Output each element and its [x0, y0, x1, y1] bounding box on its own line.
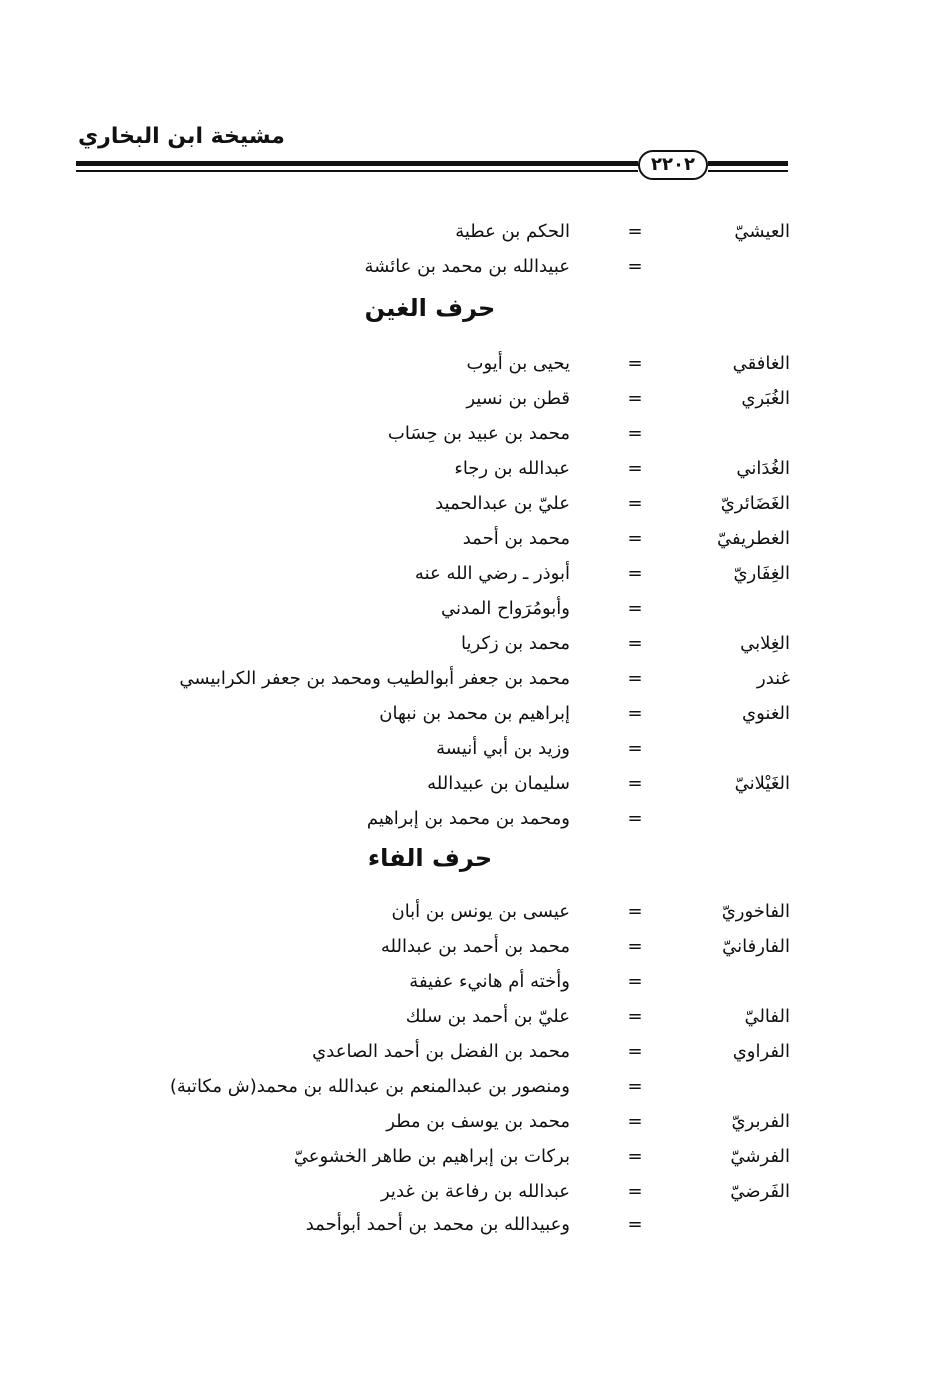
person-name: الحكم بن عطية [455, 221, 570, 242]
nisba: الغِلابي [740, 633, 790, 654]
nisba: غندر [757, 668, 790, 689]
person-name: وأخته أم هانيء عفيفة [409, 971, 570, 992]
header-rule-right-thick [708, 161, 788, 166]
entry-row [0, 930, 948, 964]
equals-sign: = [627, 1181, 643, 1202]
entry-row [0, 1140, 948, 1174]
entry-row [0, 662, 948, 696]
entry-row [0, 802, 948, 836]
person-name: محمد بن جعفر أبوالطيب ومحمد بن جعفر الكرابيسي [179, 668, 570, 689]
nisba: الفرشيّ [730, 1146, 790, 1167]
equals-sign: = [627, 563, 643, 584]
entry-row [0, 347, 948, 381]
person-name: عبدالله بن رجاء [454, 458, 570, 479]
equals-sign: = [627, 458, 643, 479]
entry-row [0, 250, 948, 284]
equals-sign: = [627, 808, 643, 829]
header-rule-thick [76, 161, 638, 166]
equals-sign: = [627, 971, 643, 992]
equals-sign: = [627, 1076, 643, 1097]
person-name: يحيى بن أيوب [466, 353, 570, 374]
entry-row [0, 592, 948, 626]
entry-row [0, 215, 948, 249]
entry-row [0, 557, 948, 591]
equals-sign: = [627, 1041, 643, 1062]
entry-row [0, 697, 948, 731]
entry-row [0, 1175, 948, 1209]
person-name: عبيدالله بن محمد بن عائشة [364, 256, 570, 277]
person-name: محمد بن أحمد [462, 528, 570, 549]
equals-sign: = [627, 353, 643, 374]
nisba: الغافقي [732, 353, 790, 374]
equals-sign: = [627, 598, 643, 619]
entry-row [0, 1070, 948, 1104]
person-name: وزيد بن أبي أنيسة [436, 738, 570, 759]
entry-row [0, 1105, 948, 1139]
equals-sign: = [627, 528, 643, 549]
equals-sign: = [627, 221, 643, 242]
person-name: عبدالله بن رفاعة بن غدير [381, 1181, 570, 1202]
entry-row [0, 487, 948, 521]
person-name: قطن بن نسير [466, 388, 570, 409]
entry-row [0, 767, 948, 801]
entry-row [0, 1208, 948, 1242]
person-name: محمد بن أحمد بن عبدالله [380, 936, 570, 957]
equals-sign: = [627, 1146, 643, 1167]
nisba: الفاليّ [744, 1006, 790, 1027]
equals-sign: = [627, 901, 643, 922]
entry-row [0, 382, 948, 416]
nisba: الغُبَري [741, 388, 790, 409]
person-name: وعبيدالله بن محمد بن أحمد أبوأحمد [305, 1214, 570, 1235]
nisba: الفراوي [732, 1041, 790, 1062]
person-name: محمد بن الفضل بن أحمد الصاعدي [312, 1041, 570, 1062]
entry-row [0, 1035, 948, 1069]
equals-sign: = [627, 493, 643, 514]
header-rule-right-thin [708, 170, 788, 172]
person-name: محمد بن يوسف بن مطر [386, 1111, 570, 1132]
entry-row [0, 895, 948, 929]
nisba: الغُدَاني [736, 458, 790, 479]
equals-sign: = [627, 388, 643, 409]
person-name: إبراهيم بن محمد بن نبهان [379, 703, 570, 724]
section-heading: حرف الفاء [367, 844, 493, 872]
nisba: الفارفانيّ [722, 936, 790, 957]
header-rule-thin [76, 170, 638, 172]
person-name: وأبومُرَواح المدني [441, 598, 570, 619]
book-title: مشيخة ابن البخاري [78, 124, 285, 149]
entry-row [0, 417, 948, 451]
equals-sign: = [627, 936, 643, 957]
equals-sign: = [627, 633, 643, 654]
person-name: عيسى بن يونس بن أبان [391, 901, 570, 922]
entry-row [0, 627, 948, 661]
entry-row [0, 965, 948, 999]
nisba: الغَيْلانيّ [734, 773, 790, 794]
entry-row [0, 732, 948, 766]
equals-sign: = [627, 1111, 643, 1132]
nisba: الفاخوريّ [721, 901, 790, 922]
equals-sign: = [627, 703, 643, 724]
entry-row [0, 522, 948, 556]
nisba: الفربريّ [731, 1111, 790, 1132]
person-name: محمد بن عبيد بن حِسَاب [387, 423, 570, 444]
person-name: عليّ بن أحمد بن سلك [405, 1006, 570, 1027]
equals-sign: = [627, 256, 643, 277]
equals-sign: = [627, 1006, 643, 1027]
entry-row [0, 1000, 948, 1034]
person-name: ومنصور بن عبدالمنعم بن عبدالله بن محمد(ش مكاتبة) [169, 1076, 570, 1097]
equals-sign: = [627, 668, 643, 689]
equals-sign: = [627, 423, 643, 444]
section-heading: حرف الغين [364, 294, 496, 322]
entry-row [0, 452, 948, 486]
nisba: العيشيّ [734, 221, 790, 242]
equals-sign: = [627, 1214, 643, 1235]
nisba: الغَضَائريّ [720, 493, 790, 514]
person-name: بركات بن إبراهيم بن طاهر الخشوعيّ [293, 1146, 570, 1167]
person-name: ومحمد بن محمد بن إبراهيم [366, 808, 570, 829]
nisba: الغِفَاريّ [733, 563, 790, 584]
nisba: الفَرضيّ [730, 1181, 790, 1202]
person-name: محمد بن زكريا [461, 633, 570, 654]
person-name: أبوذر ـ رضي الله عنه [414, 563, 570, 584]
nisba: الغطريفيّ [717, 528, 790, 549]
nisba: الغنوي [742, 703, 790, 724]
person-name: عليّ بن عبدالحميد [435, 493, 570, 514]
person-name: سليمان بن عبيدالله [427, 773, 570, 794]
equals-sign: = [627, 773, 643, 794]
equals-sign: = [627, 738, 643, 759]
page-number: ٢٢٠٢ [638, 150, 708, 180]
